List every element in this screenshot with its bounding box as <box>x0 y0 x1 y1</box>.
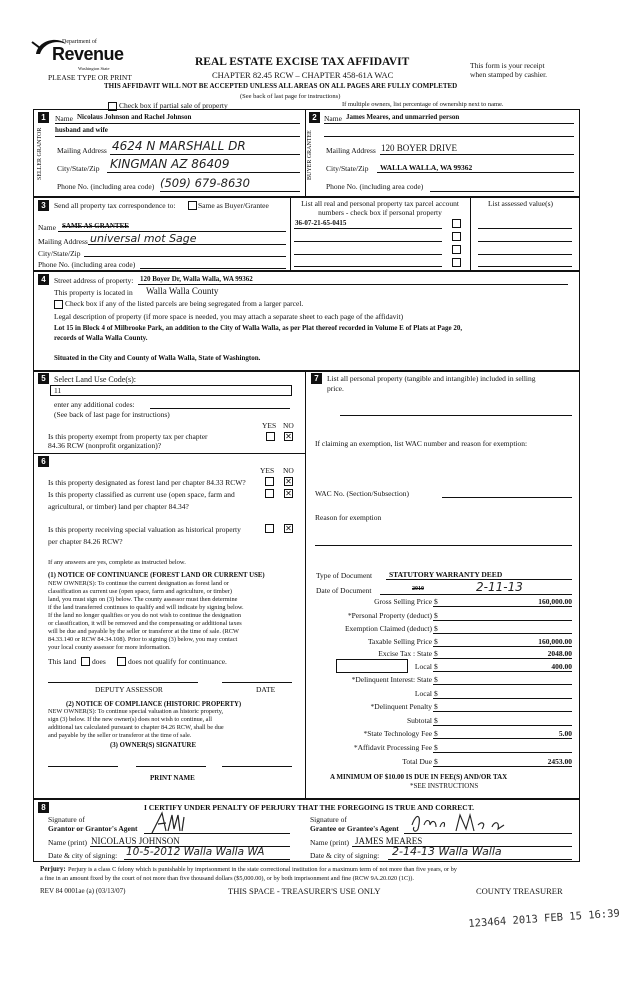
excise-state-value[interactable]: 2048.00 <box>547 649 572 658</box>
tech-fee-label: *State Technology Fee <box>363 729 432 738</box>
chapter-line: CHAPTER 82.45 RCW – CHAPTER 458-61A WAC <box>212 70 394 80</box>
grantor-name-label: Name (print) <box>48 838 87 847</box>
buyer-mailing[interactable]: 120 BOYER DRIVE <box>381 143 457 153</box>
sec3-city-label: City/State/Zip <box>38 249 81 258</box>
seller-name-2[interactable]: husband and wife <box>55 126 108 134</box>
notice2-line-3: additional tax calculated pursuant to chapter 84.26 RCW, shall be due <box>48 724 224 731</box>
parcel-number[interactable]: 36-07-21-65-0415 <box>295 219 347 227</box>
perjury-line-1: Perjury is a class C felony which is punishable by imprisonment in the state correctional institution for a maximum term of not more than five years, or by <box>68 866 457 873</box>
street-label: Street address of property: <box>54 276 134 285</box>
historic-q-2: per chapter 84.26 RCW? <box>48 537 123 546</box>
grantee-name[interactable]: JAMES MEARES <box>355 836 423 846</box>
notice2-line-4: and payable by the seller or transferor at the time of sale. <box>48 732 192 739</box>
parcel-personal-checkbox-3[interactable] <box>452 245 461 254</box>
grantee-date-city[interactable]: 2-14-13 Walla Walla <box>392 845 502 858</box>
county[interactable]: Walla Walla County <box>146 286 219 296</box>
land-use-code[interactable]: 11 <box>54 386 62 395</box>
treasurer-space: THIS SPACE - TREASURER'S USE ONLY <box>228 886 381 896</box>
forest-no-checkbox[interactable]: ✕ <box>285 477 292 486</box>
logo-top: Department of <box>62 39 97 45</box>
sec6-yes-header: YES <box>260 466 275 475</box>
parcel-personal-checkbox-1[interactable] <box>452 219 461 228</box>
current-use-q-1: Is this property classified as current use (open space, farm and <box>48 490 235 499</box>
sec5-yes-header: YES <box>262 421 277 430</box>
seller-city[interactable]: KINGMAN AZ 86409 <box>110 157 230 171</box>
delinquent-local-dollar: $ <box>434 689 438 698</box>
delinquent-interest-dollar: $ <box>434 675 438 684</box>
logo-sub: Washington State <box>78 66 110 71</box>
buyer-name-label: Name <box>324 114 342 123</box>
gross-dollar: $ <box>434 597 438 606</box>
local-dollar: $ <box>434 662 438 671</box>
grantee-date-label: Date & city of signing: <box>310 851 380 860</box>
seller-name[interactable]: Nicolaus Johnson and Rachel Johnson <box>77 113 192 121</box>
total-due-label: Total Due <box>402 757 432 766</box>
delinquent-interest-label: *Delinquent Interest: State <box>351 675 432 684</box>
notice1-line-6: or classification, it will be removed and the compensating or additional taxes <box>48 620 242 627</box>
notice1-line-2: classification as current use (open space, farm and agriculture, or timber) <box>48 588 232 595</box>
notice1-line-4: if the land transferred continues to qualify and will indicate by signing below. <box>48 604 244 611</box>
taxable-label: Taxable Selling Price <box>367 637 432 646</box>
delinquent-penalty-label: *Delinquent Penalty <box>370 702 432 711</box>
doc-type[interactable]: STATUTORY WARRANTY DEED <box>389 570 503 579</box>
personal-deduct-dollar: $ <box>434 611 438 620</box>
does-checkbox[interactable] <box>81 657 90 666</box>
current-use-no-checkbox[interactable]: ✕ <box>285 489 292 498</box>
see-instructions: *SEE INSTRUCTIONS <box>410 782 479 790</box>
doc-type-label: Type of Document <box>316 571 373 580</box>
gross-label: Gross Selling Price <box>374 597 432 606</box>
exemption-label: If claiming an exemption, list WAC number and reason for exemption: <box>315 439 528 448</box>
notice1-title: (1) NOTICE OF CONTINUANCE (FOREST LAND OR CURRENT USE) <box>48 572 265 579</box>
if-yes-note: If any answers are yes, complete as instructed below. <box>48 559 186 566</box>
sec5-see-back: (See back of last page for instructions) <box>54 410 170 419</box>
sec3-phone-label: Phone No. (including area code) <box>38 260 136 269</box>
section-4-number: 4 <box>38 274 49 285</box>
located-label: This property is located in <box>54 288 133 297</box>
seller-label: SELLER GRANTOR <box>37 127 43 180</box>
minimum-note: A MINIMUM OF $10.00 IS DUE IN FEE(S) AND/OR TAX <box>330 773 508 781</box>
grantor-date-city[interactable]: 10-5-2012 Walla Walla WA <box>126 846 265 858</box>
land-use-code-box[interactable] <box>50 385 292 396</box>
buyer-name[interactable]: James Meares, and unmarried person <box>346 113 460 121</box>
tech-fee-dollar: $ <box>434 729 438 738</box>
grantee-signature[interactable] <box>408 811 520 835</box>
total-due-dollar: $ <box>434 757 438 766</box>
this-land-label: This land <box>48 657 77 666</box>
affidavit-fee-dollar: $ <box>434 743 438 752</box>
multiple-owners-note: If multiple owners, list percentage of ownership next to name. <box>342 101 504 108</box>
doc-date-label: Date of Document <box>316 586 372 595</box>
notice1-line-8: 84.33.140 or RCW 84.34.108). Prior to signing (3) below, you may contact <box>48 636 238 643</box>
legal-label: Legal description of property (if more space is needed, you may attach a separate sheet to each page of the affidavit) <box>54 312 404 321</box>
historic-no-checkbox[interactable]: ✕ <box>285 524 292 533</box>
segregated-checkbox[interactable] <box>54 300 63 309</box>
send-to-label: Send all property tax correspondence to: <box>54 201 176 210</box>
perjury-label: Perjury: <box>40 865 66 873</box>
partial-sale-label: Check box if partial sale of property <box>119 101 228 110</box>
parcel-personal-checkbox-2[interactable] <box>452 232 461 241</box>
same-as-buyer-checkbox[interactable] <box>188 201 197 210</box>
segregated-label: Check box if any of the listed parcels are being segregated from a larger parcel. <box>65 299 304 308</box>
legal-line-2[interactable]: records of Walla Walla County. <box>54 334 148 342</box>
does-not-checkbox[interactable] <box>117 657 126 666</box>
print-name-label: PRINT NAME <box>150 774 195 782</box>
forest-yes-checkbox[interactable] <box>265 477 274 486</box>
notice2-title: (2) NOTICE OF COMPLIANCE (HISTORIC PROPERTY) <box>66 701 242 708</box>
historic-q-1: Is this property receiving special valuation as historical property <box>48 525 241 534</box>
section-6-number: 6 <box>38 456 49 467</box>
grantor-date-label: Date & city of signing: <box>48 851 118 860</box>
receipt-note-2: when stamped by cashier. <box>470 70 548 79</box>
buyer-mailing-label: Mailing Address <box>326 146 376 155</box>
form-title: REAL ESTATE EXCISE TAX AFFIDAVIT <box>195 56 410 68</box>
seller-mailing-label: Mailing Address <box>57 146 107 155</box>
total-due-value[interactable]: 2453.00 <box>547 757 572 766</box>
doc-date-struck: 2010 <box>412 586 424 592</box>
additional-codes-label: enter any additional codes: <box>54 400 135 409</box>
tech-fee-value[interactable]: 5.00 <box>558 729 572 738</box>
logo-main: Revenue <box>52 44 124 64</box>
notice1-line-9: your local county assessor for more information. <box>48 644 171 651</box>
current-use-q-2: agricultural, or timber) land per chapter 84.34? <box>48 502 189 511</box>
owner-signature-label: (3) OWNER(S) SIGNATURE <box>110 742 196 749</box>
legal-line-1[interactable]: Lot 15 in Block 4 of Milbrooke Park, an addition to the City of Walla Walla, as per Plat thereof recorded in Volume E of Plats at Page 20, <box>54 324 463 332</box>
buyer-phone-label: Phone No. (including area code) <box>326 182 424 191</box>
reason-label: Reason for exemption <box>315 513 382 522</box>
local-value[interactable]: 400.00 <box>551 662 572 671</box>
certify-line: I CERTIFY UNDER PENALTY OF PERJURY THAT THE FOREGOING IS TRUE AND CORRECT. <box>144 803 475 812</box>
doc-date[interactable]: 2-11-13 <box>476 580 523 594</box>
see-back: (See back of last page for instructions) <box>240 93 341 100</box>
notice1-line-3: land, you must sign on (3) below. The county assessor must then determine <box>48 596 238 603</box>
notice1-line-1: NEW OWNER(S): To continue the current designation as forest land or <box>48 580 229 587</box>
treasurer-stamp: 123464 2013 FEB 15 16:39 <box>468 907 620 930</box>
personal-property-label: List all personal property (tangible and intangible) included in selling <box>327 374 536 383</box>
excise-state-label: Excise Tax : State <box>378 649 432 658</box>
grantee-sig-label-2: Grantee or Grantee's Agent <box>310 824 399 833</box>
notice1-line-5: If the land no longer qualifies or you do not wish to continue the designation <box>48 612 242 619</box>
excise-state-dollar: $ <box>434 649 438 658</box>
exempt-yes-checkbox[interactable] <box>266 432 275 441</box>
subtotal-dollar: $ <box>434 716 438 725</box>
personal-property-label-2: price. <box>327 384 344 393</box>
sec3-mailing-label: Mailing Address <box>38 237 88 246</box>
buyer-city[interactable]: WALLA WALLA, WA 99362 <box>380 163 473 172</box>
seller-phone-label: Phone No. (including area code) <box>57 182 155 191</box>
exempt-q-1: Is this property exempt from property tax per chapter <box>48 432 208 441</box>
perjury-line-2: a fine in an amount fixed by the court of not more than five thousand dollars ($5,000.00), or by both imprisonment and fine (RCW 9A.20.020 (1C)). <box>40 875 414 882</box>
sec3-name-label: Name <box>38 223 56 232</box>
historic-yes-checkbox[interactable] <box>265 524 274 533</box>
rev-number: REV 84 0001ae (a) (03/13/07) <box>40 887 126 895</box>
notice2-line-2: sign (3) below. If the new owner(s) does not wish to continue, all <box>48 716 212 723</box>
exemption-deduct-dollar: $ <box>434 624 438 633</box>
taxable-value[interactable]: 160,000.00 <box>538 637 572 646</box>
seller-mailing[interactable]: 4624 N MARSHALL DR <box>112 139 246 153</box>
notice1-line-7: will be due and payable by the seller or transferor at the time of sale. (RCW <box>48 628 239 635</box>
sec3-mailing[interactable]: universal mot Sage <box>90 232 197 245</box>
section-1-number: 1 <box>38 112 49 123</box>
assessed-header: List assessed value(s) <box>488 199 553 208</box>
date-label: DATE <box>256 685 276 694</box>
does-label: does <box>92 657 106 666</box>
deputy-assessor-label: DEPUTY ASSESSOR <box>95 685 163 694</box>
notice2-line-1: NEW OWNER(S): To continue special valuation as historic property, <box>48 708 224 715</box>
warning-line: THIS AFFIDAVIT WILL NOT BE ACCEPTED UNLESS ALL AREAS ON ALL PAGES ARE FULLY COMPLETED <box>104 82 458 90</box>
seller-phone[interactable]: (509) 679-8630 <box>160 176 250 190</box>
does-not-label: does not qualify for continuance. <box>128 657 227 666</box>
exempt-no-checkbox[interactable]: ✕ <box>285 432 292 441</box>
buyer-city-label: City/State/Zip <box>326 164 369 173</box>
grantee-sig-label-1: Signature of <box>310 815 347 824</box>
personal-deduct-label: *Personal Property (deduct) <box>347 611 432 620</box>
subtotal-label: Subtotal <box>406 716 432 725</box>
current-use-yes-checkbox[interactable] <box>265 489 274 498</box>
delinquent-penalty-dollar: $ <box>434 702 438 711</box>
parcel-personal-checkbox-4[interactable] <box>452 258 461 267</box>
delinquent-local-label: Local <box>414 689 432 698</box>
section-7-number: 7 <box>311 373 322 384</box>
land-use-label: Select Land Use Code(s): <box>54 375 136 384</box>
seller-city-label: City/State/Zip <box>57 164 100 173</box>
wac-label: WAC No. (Section/Subsection) <box>315 489 409 498</box>
exemption-deduct-label: Exemption Claimed (deduct) <box>344 624 432 633</box>
section-3-number: 3 <box>38 200 49 211</box>
grantor-sig-label-1: Signature of <box>48 815 85 824</box>
parcel-header: List all real and personal property tax parcel account numbers - check box if personal property <box>301 199 459 217</box>
same-as-buyer-label: Same as Buyer/Grantee <box>198 201 269 210</box>
grantor-sig-label-2: Grantor or Grantor's Agent <box>48 824 138 833</box>
sec3-name[interactable]: SAME AS GRANTEE <box>62 222 129 230</box>
section-2-number: 2 <box>309 112 320 123</box>
seller-name-label: Name <box>55 114 73 123</box>
exempt-q-2: 84.36 RCW (nonprofit organization)? <box>48 441 162 450</box>
section-8-number: 8 <box>38 802 49 813</box>
situated-line[interactable]: Situated in the City and County of Walla Walla, State of Washington. <box>54 354 261 362</box>
taxable-dollar: $ <box>434 637 438 646</box>
sec6-no-header: NO <box>283 466 294 475</box>
local-label: Local <box>414 662 432 671</box>
forest-q: Is this property designated as forest land per chapter 84.33 RCW? <box>48 478 246 487</box>
section-5-number: 5 <box>38 373 49 384</box>
affidavit-fee-label: *Affidavit Processing Fee <box>353 743 432 752</box>
grantor-name[interactable]: NICOLAUS JOHNSON <box>91 836 180 846</box>
please-type: PLEASE TYPE OR PRINT <box>48 73 132 82</box>
grantee-name-label: Name (print) <box>310 838 349 847</box>
buyer-label: BUYER GRANTEE <box>307 130 313 180</box>
gross-value[interactable]: 160,000.00 <box>538 597 572 606</box>
county-treasurer: COUNTY TREASURER <box>476 886 563 896</box>
sec5-no-header: NO <box>283 421 294 430</box>
street-address[interactable]: 120 Boyer Dr, Walla Walla, WA 99362 <box>140 275 253 283</box>
receipt-note-1: This form is your receipt <box>470 61 545 70</box>
